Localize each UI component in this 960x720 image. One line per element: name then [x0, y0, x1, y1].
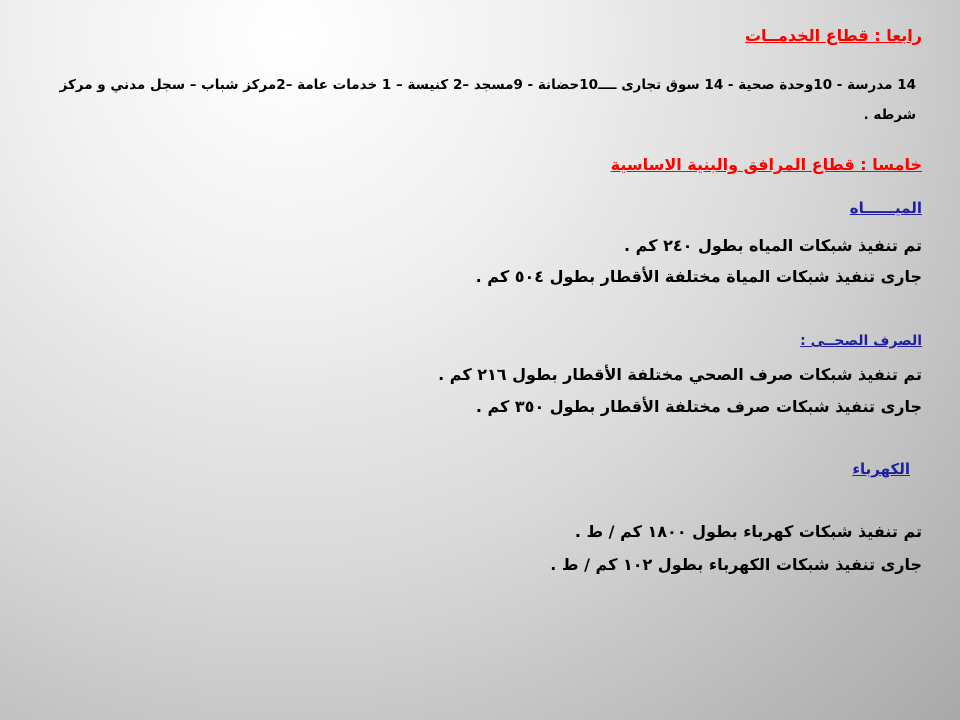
section5-heading: خامسا : قطاع المرافق والبنية الاساسية [610, 155, 922, 174]
electricity-line-2: جارى تنفيذ شبكات الكهرباء بطول ١٠٢ كم / ط . [550, 555, 922, 574]
section4-heading: رابعا : قطاع الخدمــات [744, 26, 922, 45]
sewage-heading: الصرف الصحــى : [800, 333, 922, 349]
water-line-2: جارى تنفيذ شبكات المياة مختلفة الأقطار بطول ٥٠٤ كم . [475, 267, 922, 286]
water-line-1: تم تنفيذ شبكات المياه بطول ٢٤٠ كم . [624, 236, 922, 255]
services-paragraph: 14 مدرسة - 10وحدة صحية - 14 سوق تجارى ــــ10حضانة - 9مسجد –2 كنيسة – 1 خدمات عامة –2مركز شباب – سجل مدني و مركز شرطه . [59, 77, 916, 123]
water-heading: الميــــــاه [849, 199, 922, 217]
sewage-line-2: جارى تنفيذ شبكات صرف مختلفة الأقطار بطول ٣٥٠ كم . [475, 397, 922, 416]
sewage-line-1: تم تنفيذ شبكات صرف الصحي مختلفة الأقطار بطول ٢١٦ كم . [438, 365, 922, 384]
electricity-line-1: تم تنفيذ شبكات كهرباء بطول ١٨٠٠ كم / ط . [574, 522, 922, 541]
electricity-heading: الكهرباء [852, 460, 910, 478]
